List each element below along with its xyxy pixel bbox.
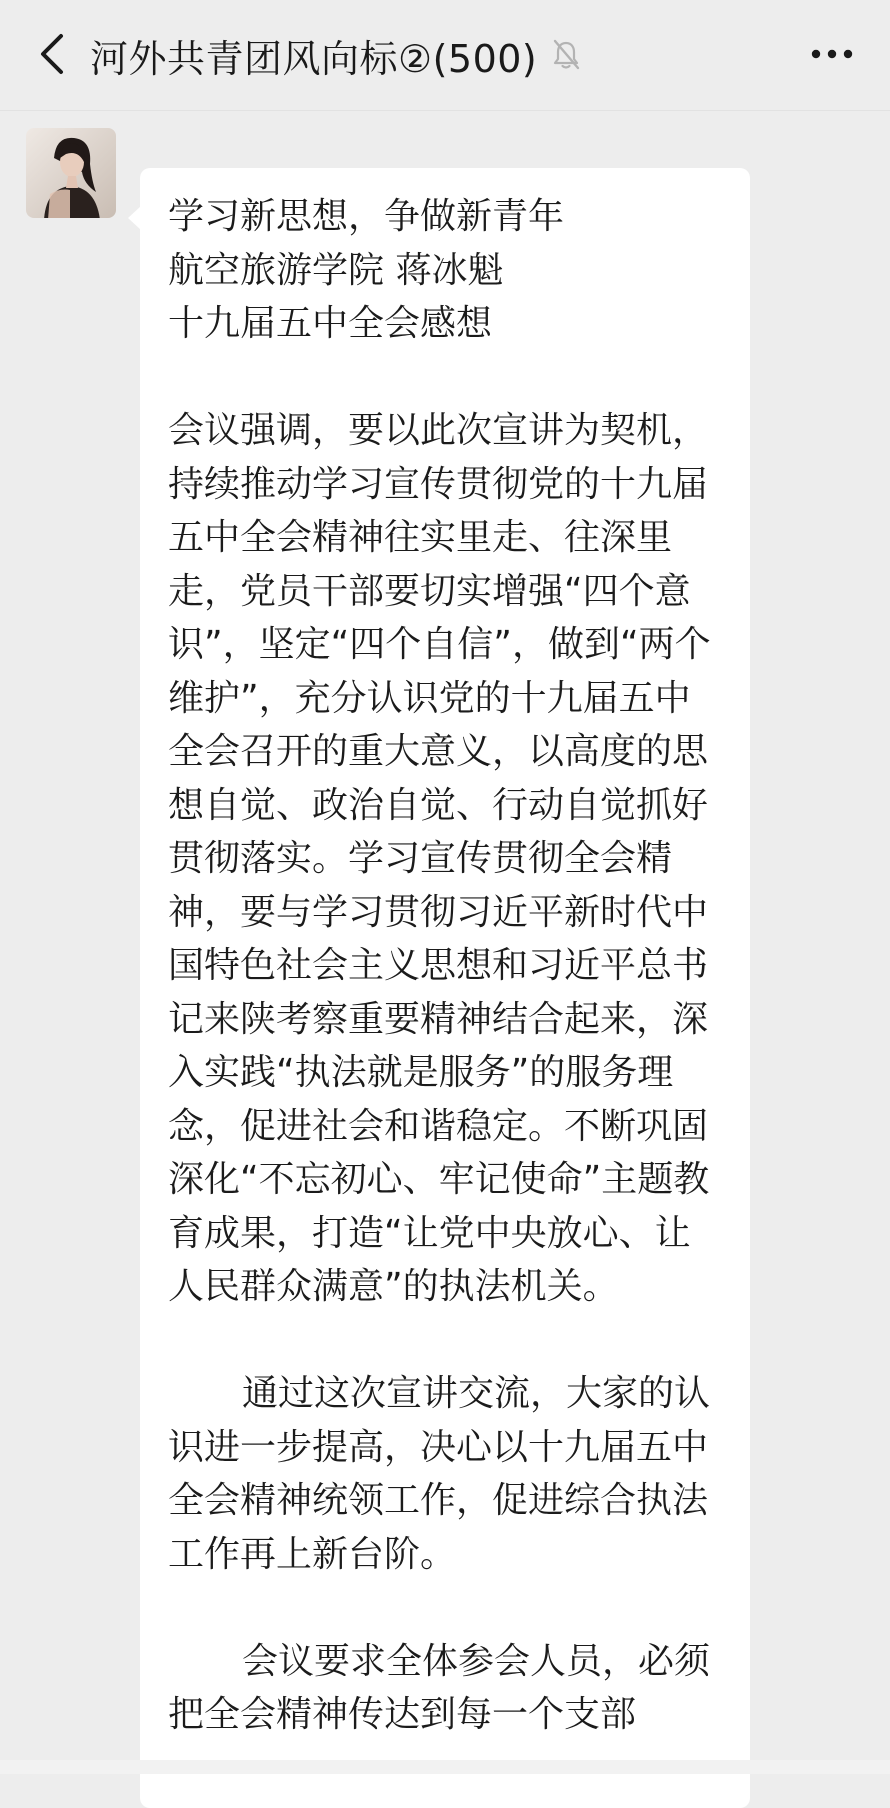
chat-header [0,0,890,111]
chat-title-area [90,26,583,84]
bubble-tail [128,206,141,230]
message-bubble[interactable] [140,168,750,1808]
message-paragraph-3: 会议要求全体参会人员，必须把全会精神传达到每一个支部 [168,1640,711,1735]
message-headline: 学习新思想，争做新青年 航空旅游学院 蒋冰魁 十九届五中全会感想 [168,196,565,344]
bottom-edge [0,1760,890,1774]
message-paragraph-1: 会议强调，要以此次宣讲为契机，持续推动学习宣传贯彻党的十九届五中全会精神往实里走、往深里走，党员干部要切实增强“四个意识”，坚定“四个自信”，做到“两个维护”，充分认识党的十九届五中全会召开的重大意义，以高度的思想自觉、政治自觉、行动自觉抓好贯彻落实。学习宣传贯彻全会精神，要与学习贯彻习近平新时代中国特色社会主义思想和习近平总书记来陕考察重要精神结合起来，深入实践“执法就是服务”的服务理念，促进社会和谐稳定。不断巩固深化“不忘初心、牢记使命”主题教育成果，打造“让党中央放心、让人民群众满意”的执法机关。 [168,410,711,1307]
chat-title: 河外共青团风向标②(500) [90,36,538,81]
avatar-photo [26,128,116,218]
bell-off-icon [549,38,583,72]
more-options-button[interactable] [792,24,872,84]
sender-avatar[interactable] [26,128,116,218]
paragraph-gap [168,1314,724,1368]
message-paragraph-2: 通过这次宣讲交流，大家的认识进一步提高，决心以十九届五中全会精神统领工作，促进综合执法工作再上新台阶。 [168,1373,711,1575]
back-button[interactable] [22,24,82,84]
more-dots-icon [810,48,854,60]
chevron-left-icon [35,32,69,76]
paragraph-gap [168,1581,724,1635]
paragraph-gap [168,351,724,405]
